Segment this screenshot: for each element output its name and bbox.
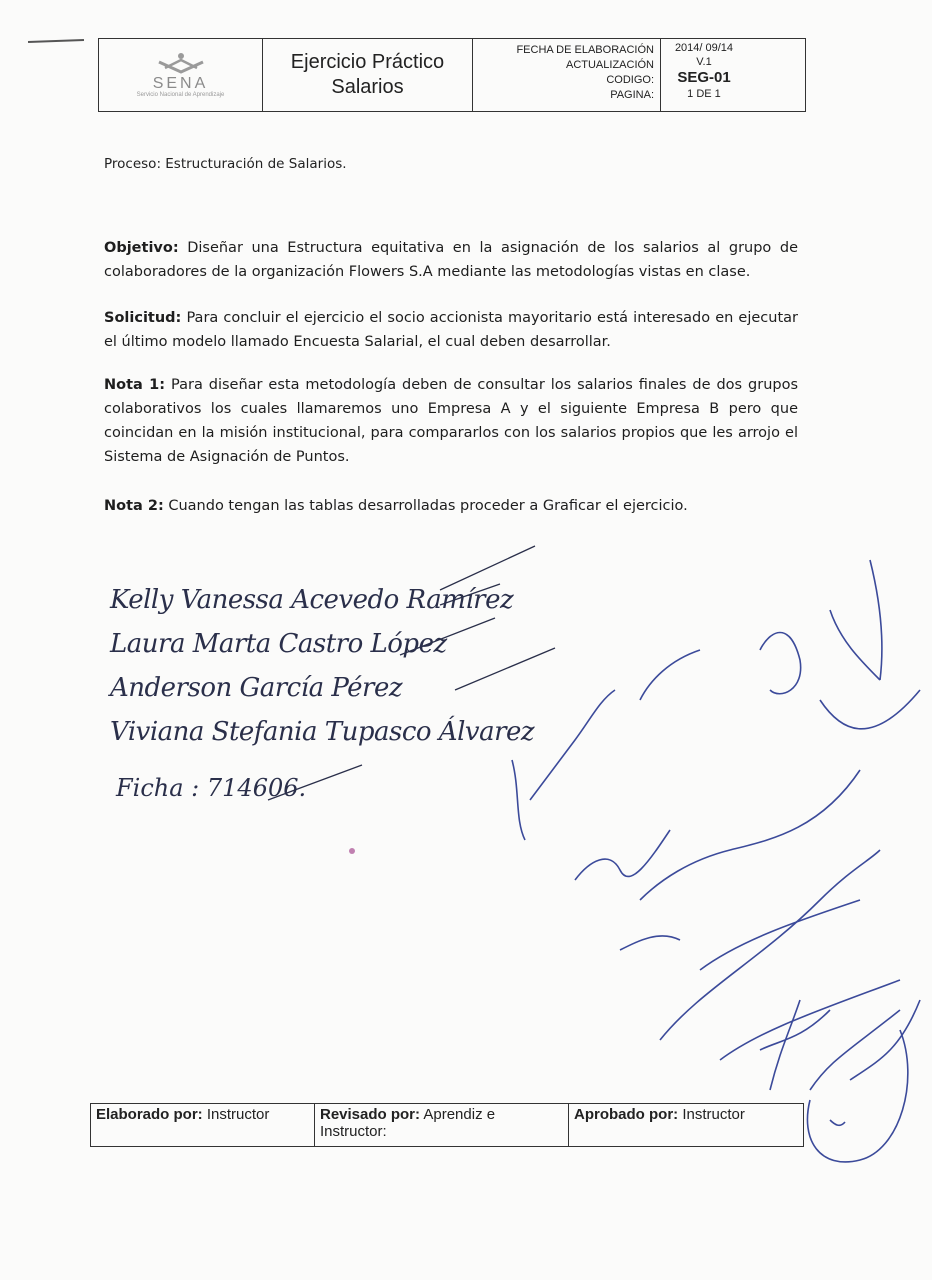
title-line-2: Salarios (331, 76, 404, 98)
objetivo-text: Diseñar una Estructura equitativa en la asignación de los salarios al grupo de colaboradores de la organización Flowers S.A mediante las metodologías vistas en clase. (104, 240, 798, 280)
label-actualizacion: ACTUALIZACIÓN (565, 59, 654, 71)
logo-subtitle: Servicio Nacional de Aprendizaje (136, 91, 225, 98)
student-name-4: Viviana Stefania Tupasco Álvarez (110, 717, 535, 747)
value-date: 2014/ 09/14 (674, 42, 734, 54)
handwritten-ficha: Ficha : 714606. (116, 774, 307, 802)
footer-revisado (315, 1104, 569, 1146)
elaborado-label: Elaborado por: (96, 1106, 203, 1123)
footer-aprobado (569, 1104, 803, 1146)
objetivo-label: Objetivo: (104, 240, 179, 256)
elaborado-value: Instructor (202, 1106, 270, 1123)
approval-footer-table (90, 1103, 804, 1147)
revisado-value: Aprendiz e Instructor: (320, 1106, 496, 1140)
student-name-3: Anderson García Pérez (110, 673, 403, 703)
student-name-1: Kelly Vanessa Acevedo Ramírez (110, 585, 514, 615)
aprobado-label: Aprobado por: (574, 1106, 679, 1123)
student-name-2: Laura Marta Castro López (110, 629, 447, 659)
ink-dot-icon (349, 848, 355, 854)
value-code: SEG-01 (677, 69, 731, 86)
label-fecha: FECHA DE ELABORACIÓN (516, 44, 654, 56)
revisado-label: Revisado por: (320, 1106, 421, 1123)
label-codigo: CODIGO: (606, 74, 654, 86)
value-page: 1 DE 1 (687, 88, 721, 100)
solicitud-label: Solicitud: (104, 310, 182, 326)
nota1-text: Para diseñar esta metodología deben de consultar los salarios finales de dos grupos colaborativos los cuales llamaremos uno Empresa A y el siguiente Empresa B pero que coincidan en la misión institucional, para compararlos con los salarios propios que les arrojo el Sistema de Asignación de Puntos. (104, 377, 799, 465)
nota2-text: Cuando tengan las tablas desarrolladas proceder a Graficar el ejercicio. (163, 498, 688, 514)
label-pagina: PAGINA: (610, 89, 654, 101)
reviewer-scribble-icon (512, 560, 920, 1162)
footer-elaborado (91, 1104, 315, 1146)
logo-wordmark: SENA (152, 74, 209, 92)
aprobado-value: Instructor (678, 1106, 745, 1123)
solicitud-text: Para concluir el ejercicio el socio accionista mayoritario está interesado en ejecutar el último modelo llamado Encuesta Salarial, el cual deben desarrollar. (104, 310, 798, 350)
process-line: Proceso: Estructuración de Salarios. (104, 156, 347, 172)
title-line-1: Ejercicio Práctico (290, 51, 445, 73)
value-version: V.1 (696, 56, 712, 68)
nota2-label: Nota 2: (104, 498, 164, 514)
nota1-label: Nota 1: (104, 377, 166, 393)
